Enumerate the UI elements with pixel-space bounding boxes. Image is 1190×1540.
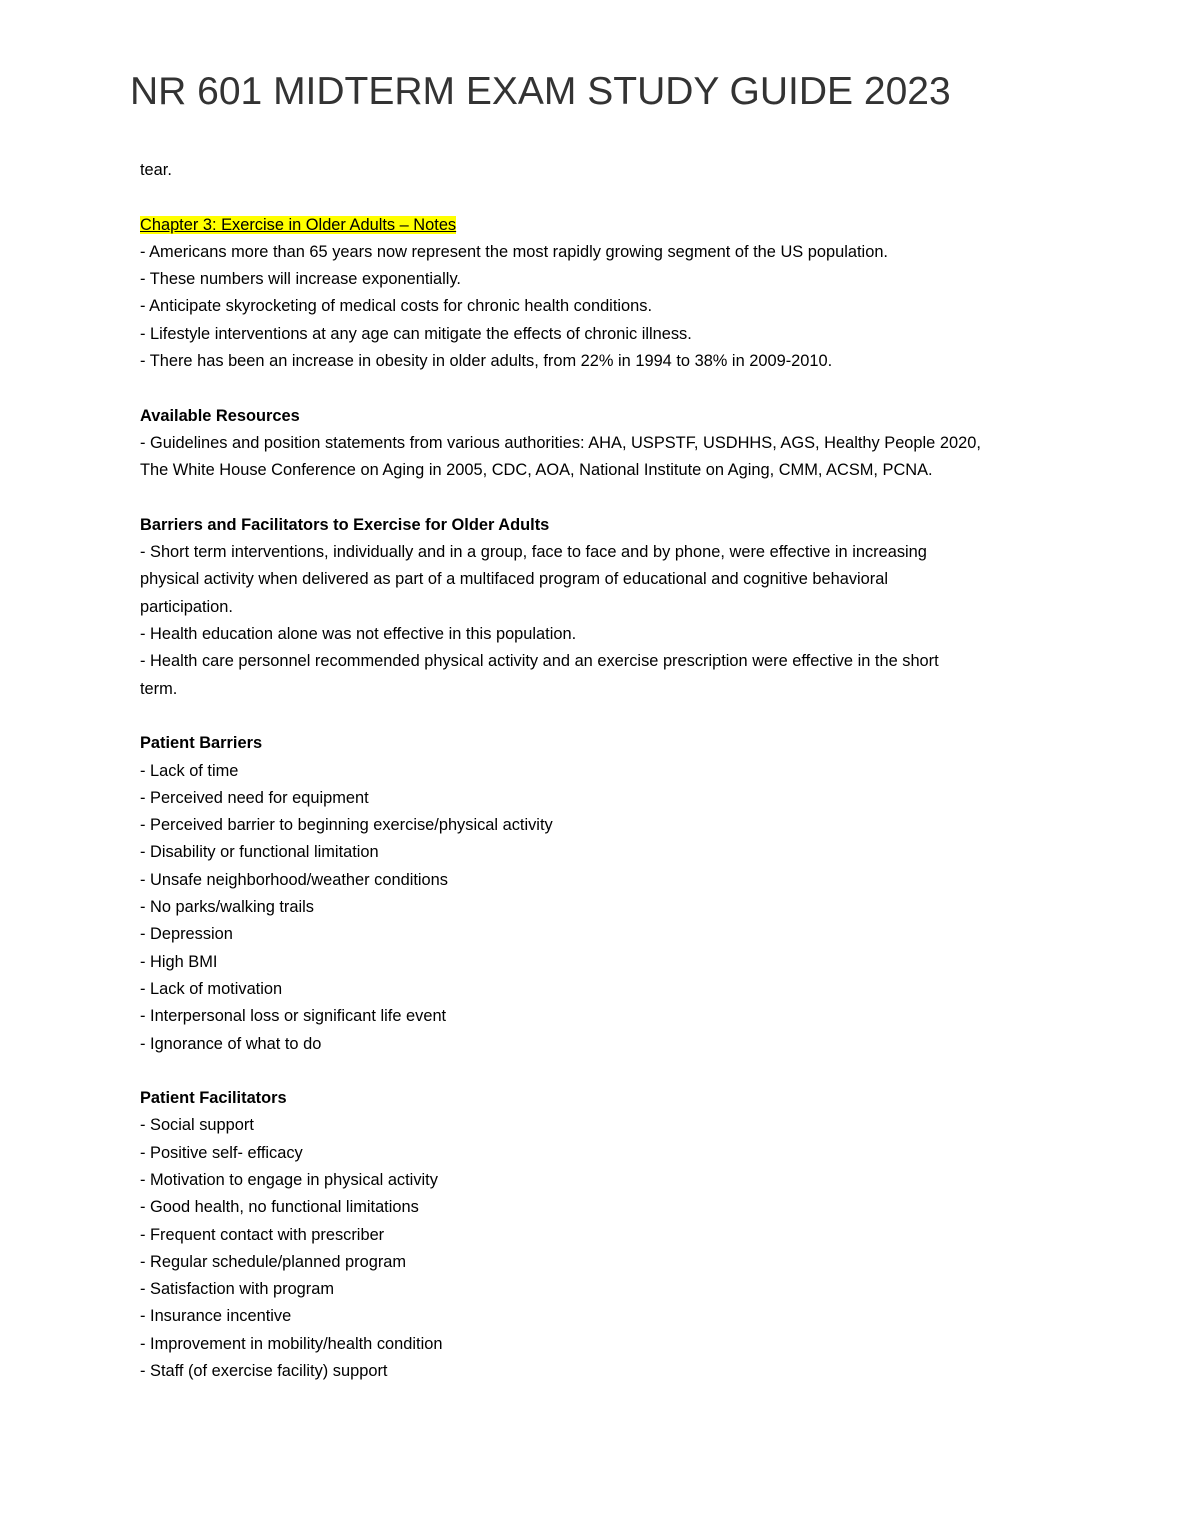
spacer — [140, 703, 1040, 730]
continuation-text: tear. — [140, 161, 172, 179]
list-item: - Anticipate skyrocketing of medical costs for chronic health conditions. — [140, 297, 652, 316]
list-item: - Interpersonal loss or significant life event — [140, 1007, 447, 1026]
list-item: - Improvement in mobility/health condition — [140, 1334, 443, 1353]
patient-facilitators-list — [140, 1112, 1040, 1385]
chapter-heading-line — [140, 212, 1040, 239]
list-item: - Lack of time — [140, 761, 239, 780]
page-title: NR 601 MIDTERM EXAM STUDY GUIDE 2023 — [130, 70, 951, 113]
section-heading-resources: Available Resources — [140, 406, 300, 425]
list-item: - Regular schedule/planned program — [140, 1252, 407, 1271]
list-item: - Satisfaction with program — [140, 1280, 335, 1299]
list-item: - Staff (of exercise facility) support — [140, 1362, 388, 1381]
list-item: - Disability or functional limitation — [140, 843, 379, 862]
paragraph-line: The White House Conference on Aging in 2005, CDC, AOA, National Institute on Aging, CMM, ACSM, PCNA. — [140, 461, 933, 480]
list-item: - Insurance incentive — [140, 1307, 292, 1326]
section-heading-patient-barriers: Patient Barriers — [140, 734, 263, 753]
paragraph-line: - Health education alone was not effective in this population. — [140, 625, 577, 644]
list-item: - High BMI — [140, 952, 218, 971]
list-item: - These numbers will increase exponentially. — [140, 270, 461, 289]
document-body — [140, 157, 1040, 1385]
list-item: - Good health, no functional limitations — [140, 1198, 419, 1217]
list-item: - Perceived barrier to beginning exercise/physical activity — [140, 816, 553, 835]
list-item: - Perceived need for equipment — [140, 788, 369, 807]
spacer — [140, 485, 1040, 512]
chapter-heading: Chapter 3: Exercise in Older Adults – Notes — [140, 215, 457, 234]
intro-list — [140, 239, 1040, 375]
section-heading-barriers-facilitators: Barriers and Facilitators to Exercise for Older Adults — [140, 515, 550, 534]
list-item: - Unsafe neighborhood/weather conditions — [140, 870, 448, 889]
paragraph-line: participation. — [140, 597, 233, 616]
list-item: - No parks/walking trails — [140, 898, 314, 917]
paragraph-line: physical activity when delivered as part of a multifaced program of educational and cognitive behavioral — [140, 570, 889, 589]
list-item: - Social support — [140, 1116, 254, 1135]
paragraph-line: - Health care personnel recommended physical activity and an exercise prescription were effective in the short — [140, 652, 939, 671]
list-item: - Lifestyle interventions at any age can mitigate the effects of chronic illness. — [140, 324, 692, 343]
list-item: - Frequent contact with prescriber — [140, 1225, 385, 1244]
list-item: - Depression — [140, 925, 233, 944]
paragraph-line: term. — [140, 679, 178, 698]
list-item: - There has been an increase in obesity in older adults, from 22% in 1994 to 38% in 2009-2010. — [140, 352, 833, 371]
list-item: - Americans more than 65 years now represent the most rapidly growing segment of the US population. — [140, 242, 888, 261]
paragraph-line: - Guidelines and position statements from various authorities: AHA, USPSTF, USDHHS, AGS, Healthy People 2020, — [140, 433, 981, 452]
list-item: - Ignorance of what to do — [140, 1034, 322, 1053]
list-item: - Positive self- efficacy — [140, 1143, 303, 1162]
list-item: - Lack of motivation — [140, 979, 283, 998]
list-item: - Motivation to engage in physical activity — [140, 1170, 438, 1189]
section-heading-patient-facilitators: Patient Facilitators — [140, 1089, 287, 1108]
paragraph-line: - Short term interventions, individually and in a group, face to face and by phone, were effective in increasing — [140, 543, 927, 562]
spacer — [140, 1058, 1040, 1085]
spacer — [140, 375, 1040, 402]
patient-barriers-list — [140, 758, 1040, 1058]
spacer — [140, 184, 1040, 211]
